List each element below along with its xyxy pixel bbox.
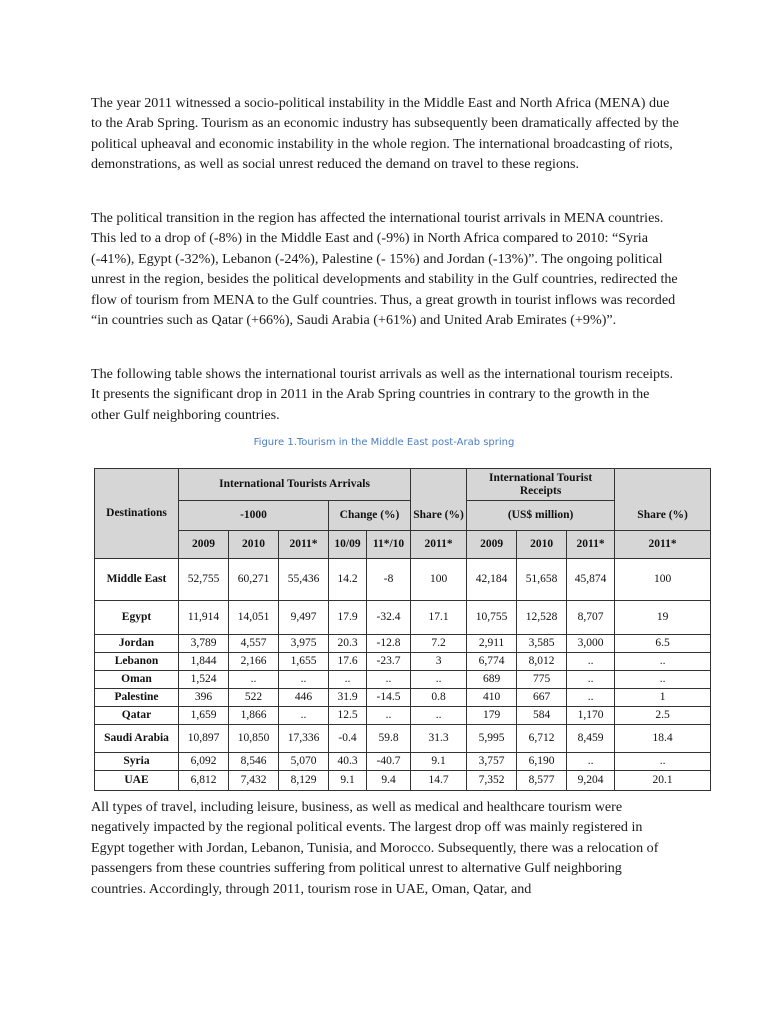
- header-share-receipts: Share (%): [615, 501, 711, 531]
- cell-c1: -0.4: [329, 725, 367, 753]
- cell-a09: 1,524: [179, 671, 229, 689]
- cell-sr: ..: [615, 753, 711, 771]
- cell-sa: 9.1: [411, 753, 467, 771]
- header-arrivals: International Tourists Arrivals: [179, 469, 411, 501]
- cell-c1: 31.9: [329, 689, 367, 707]
- cell-a09: 1,659: [179, 707, 229, 725]
- cell-r10: 3,585: [517, 635, 567, 653]
- cell-sa: 0.8: [411, 689, 467, 707]
- table-row: [95, 635, 711, 653]
- table-row: [95, 689, 711, 707]
- cell-sr: 19: [615, 601, 711, 635]
- cell-a11: 1,655: [279, 653, 329, 671]
- header-year-2010: 2010: [229, 531, 279, 559]
- table-row: [95, 653, 711, 671]
- header-receipts-2011: 2011*: [567, 531, 615, 559]
- cell-sa: 17.1: [411, 601, 467, 635]
- header-share-arrivals: Share (%): [411, 501, 467, 531]
- header-arrivals-unit: -1000: [179, 501, 329, 531]
- cell-a11: ..: [279, 671, 329, 689]
- cell-c1: 20.3: [329, 635, 367, 653]
- cell-a11: 8,129: [279, 771, 329, 791]
- cell-c1: 17.6: [329, 653, 367, 671]
- cell-c2: -14.5: [367, 689, 411, 707]
- header-year-2009: 2009: [179, 531, 229, 559]
- cell-r10: 6,190: [517, 753, 567, 771]
- cell-sa: ..: [411, 707, 467, 725]
- header-share-rec-top: [615, 469, 711, 501]
- header-share-arr-top: [411, 469, 467, 501]
- cell-sa: ..: [411, 671, 467, 689]
- cell-r09: 7,352: [467, 771, 517, 791]
- cell-r09: 6,774: [467, 653, 517, 671]
- table-row: [95, 707, 711, 725]
- cell-c2: -23.7: [367, 653, 411, 671]
- row-destination: Qatar: [95, 707, 179, 725]
- cell-r11: 1,170: [567, 707, 615, 725]
- cell-a09: 11,914: [179, 601, 229, 635]
- cell-a09: 6,092: [179, 753, 229, 771]
- cell-sr: ..: [615, 671, 711, 689]
- row-destination: Saudi Arabia: [95, 725, 179, 753]
- cell-r09: 2,911: [467, 635, 517, 653]
- cell-a09: 1,844: [179, 653, 229, 671]
- cell-a09: 6,812: [179, 771, 229, 791]
- cell-r10: 584: [517, 707, 567, 725]
- cell-r11: 8,707: [567, 601, 615, 635]
- table-row: [95, 559, 711, 601]
- cell-r11: ..: [567, 671, 615, 689]
- row-destination: Lebanon: [95, 653, 179, 671]
- cell-c2: 59.8: [367, 725, 411, 753]
- cell-sr: 20.1: [615, 771, 711, 791]
- row-destination: Jordan: [95, 635, 179, 653]
- cell-a09: 3,789: [179, 635, 229, 653]
- cell-a10: 4,557: [229, 635, 279, 653]
- cell-c1: 9.1: [329, 771, 367, 791]
- cell-sa: 3: [411, 653, 467, 671]
- cell-sr: 2.5: [615, 707, 711, 725]
- row-destination: Syria: [95, 753, 179, 771]
- cell-c1: 40.3: [329, 753, 367, 771]
- cell-a11: 17,336: [279, 725, 329, 753]
- cell-sr: 18.4: [615, 725, 711, 753]
- table-row: [95, 753, 711, 771]
- cell-c1: 12.5: [329, 707, 367, 725]
- cell-a11: 9,497: [279, 601, 329, 635]
- tourism-table: [94, 468, 711, 791]
- header-share-rec-year: 2011*: [615, 531, 711, 559]
- header-change: Change (%): [329, 501, 411, 531]
- cell-sa: 7.2: [411, 635, 467, 653]
- cell-r11: 8,459: [567, 725, 615, 753]
- cell-sr: 100: [615, 559, 711, 601]
- figure-caption: Figure 1.Tourism in the Middle East post-Arab spring: [253, 437, 515, 448]
- cell-c1: ..: [329, 671, 367, 689]
- table-row: [95, 671, 711, 689]
- cell-r11: ..: [567, 753, 615, 771]
- cell-a10: 60,271: [229, 559, 279, 601]
- cell-r09: 410: [467, 689, 517, 707]
- cell-a09: 396: [179, 689, 229, 707]
- cell-c2: -40.7: [367, 753, 411, 771]
- cell-a09: 10,897: [179, 725, 229, 753]
- cell-r10: 12,528: [517, 601, 567, 635]
- paragraph-travel-types: All types of travel, including leisure, business, as well as medical and healthcare tourism were negatively impacted by the regional political events. The largest drop off was mainly registered in Egypt together with Jordan, Lebanon, Tunisia, and Morocco. Subsequently, there was a relocation of passengers from these countries suffering from political unrest to alternative Gulf neighboring countries. Accordingly, through 2011, tourism rose in UAE, Oman, Qatar, and: [91, 799, 659, 897]
- cell-sa: 31.3: [411, 725, 467, 753]
- row-destination: Oman: [95, 671, 179, 689]
- cell-c2: 9.4: [367, 771, 411, 791]
- cell-c2: -12.8: [367, 635, 411, 653]
- header-change-11-10: 11*/10: [367, 531, 411, 559]
- row-destination: Palestine: [95, 689, 179, 707]
- cell-a10: 8,546: [229, 753, 279, 771]
- header-receipts-unit: (US$ million): [467, 501, 615, 531]
- cell-r10: 51,658: [517, 559, 567, 601]
- cell-r09: 10,755: [467, 601, 517, 635]
- cell-r11: 3,000: [567, 635, 615, 653]
- cell-a11: 3,975: [279, 635, 329, 653]
- cell-c1: 17.9: [329, 601, 367, 635]
- header-change-10-09: 10/09: [329, 531, 367, 559]
- cell-sr: 1: [615, 689, 711, 707]
- cell-r09: 179: [467, 707, 517, 725]
- cell-c2: ..: [367, 707, 411, 725]
- header-year-2011: 2011*: [279, 531, 329, 559]
- cell-sr: 6.5: [615, 635, 711, 653]
- cell-r10: 775: [517, 671, 567, 689]
- cell-sa: 100: [411, 559, 467, 601]
- cell-a11: 5,070: [279, 753, 329, 771]
- cell-a10: 522: [229, 689, 279, 707]
- cell-r11: ..: [567, 689, 615, 707]
- cell-r11: 9,204: [567, 771, 615, 791]
- cell-a10: ..: [229, 671, 279, 689]
- cell-c2: -32.4: [367, 601, 411, 635]
- row-destination: Egypt: [95, 601, 179, 635]
- cell-a10: 1,866: [229, 707, 279, 725]
- header-receipts-2009: 2009: [467, 531, 517, 559]
- paragraph-transition: The political transition in the region has affected the international tourist arrivals in MENA countries. This led to a drop of (-8%) in the Middle East and (-9%) in North Africa compared to 2010: “Syria (-41%), Egypt (-32%), Lebanon (-24%), Palestine (- 15%) and Jordan (-13%)”. The ongoing political unrest in the region, besides the political developments and stability in the Gulf countries, redirected the flow of tourism from MENA to the Gulf countries. Thus, a great growth in tourist inflows was recorded “in countries such as Qatar (+66%), Saudi Arabia (+61%) and United Arab Emirates (+9%)”.: [91, 210, 678, 329]
- cell-r09: 5,995: [467, 725, 517, 753]
- cell-a11: 55,436: [279, 559, 329, 601]
- cell-r10: 8,012: [517, 653, 567, 671]
- table-row: [95, 771, 711, 791]
- header-receipts-2010: 2010: [517, 531, 567, 559]
- cell-r09: 42,184: [467, 559, 517, 601]
- cell-a10: 2,166: [229, 653, 279, 671]
- cell-c2: ..: [367, 671, 411, 689]
- row-destination: Middle East: [95, 559, 179, 601]
- cell-a11: 446: [279, 689, 329, 707]
- table-row: [95, 601, 711, 635]
- cell-c1: 14.2: [329, 559, 367, 601]
- cell-a09: 52,755: [179, 559, 229, 601]
- cell-sa: 14.7: [411, 771, 467, 791]
- cell-r10: 8,577: [517, 771, 567, 791]
- cell-r10: 667: [517, 689, 567, 707]
- cell-c2: -8: [367, 559, 411, 601]
- cell-r09: 3,757: [467, 753, 517, 771]
- cell-r10: 6,712: [517, 725, 567, 753]
- cell-r11: 45,874: [567, 559, 615, 601]
- cell-a10: 14,051: [229, 601, 279, 635]
- paragraph-table-intro: The following table shows the international tourist arrivals as well as the international tourism receipts. It presents the significant drop in 2011 in the Arab Spring countries in contrary to the growth in the other Gulf neighboring countries.: [91, 366, 674, 423]
- row-destination: UAE: [95, 771, 179, 791]
- cell-a10: 7,432: [229, 771, 279, 791]
- cell-a10: 10,850: [229, 725, 279, 753]
- header-receipts: International Tourist Receipts: [467, 469, 615, 501]
- header-destination: Destinations: [95, 469, 179, 559]
- cell-r11: ..: [567, 653, 615, 671]
- paragraph-intro: The year 2011 witnessed a socio-political instability in the Middle East and North Africa (MENA) due to the Arab Spring. Tourism as an economic industry has subsequently been dramatically affected by the political upheaval and economic instability in the whole region. The international broadcasting of riots, demonstrations, as well as social unrest reduced the demand on travel to these regions.: [91, 95, 679, 173]
- cell-r09: 689: [467, 671, 517, 689]
- cell-a11: ..: [279, 707, 329, 725]
- header-share-arr-year: 2011*: [411, 531, 467, 559]
- cell-sr: ..: [615, 653, 711, 671]
- table-row: [95, 725, 711, 753]
